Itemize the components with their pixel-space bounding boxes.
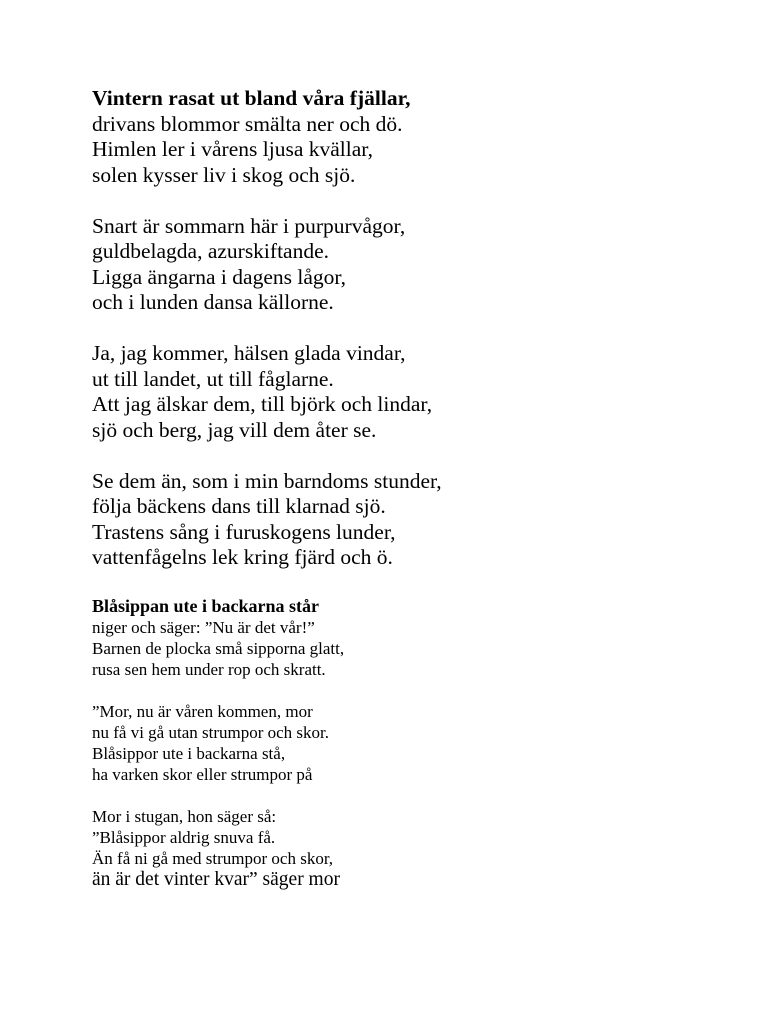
verse-line: niger och säger: ”Nu är det vår!” [92, 617, 315, 637]
stanza-3 [92, 341, 692, 443]
verse-line: ut till landet, ut till fåglarne. [92, 366, 334, 391]
verse-line: vattenfågelns lek kring fjärd och ö. [92, 545, 393, 569]
poem-text [92, 86, 692, 890]
verse-line: drivans blommor smälta ner och dö. [92, 111, 403, 136]
verse-line: Himlen ler i vårens ljusa kvällar, [92, 137, 373, 161]
verse-line: Barnen de plocka små sipporna glatt, [92, 638, 345, 658]
stanza-4 [92, 469, 692, 571]
poem-title-line: Blåsippan ute i backarna står [92, 595, 320, 616]
verse-line: ”Blåsippor aldrig snuva få. [92, 827, 276, 847]
verse-line: solen kysser liv i skog och sjö. [92, 162, 356, 187]
verse-line: Ja, jag kommer, hälsen glada vindar, [92, 341, 406, 365]
verse-line: Än få ni gå med strumpor och skor, [92, 848, 334, 868]
verse-line: Att jag älskar dem, till björk och lindar, [92, 392, 433, 416]
verse-line: sjö och berg, jag vill dem åter se. [92, 417, 377, 442]
verse-line: guldbelagda, azurskiftande. [92, 239, 330, 263]
stanza-3 [92, 806, 692, 890]
stanza-2 [92, 214, 692, 316]
verse-line: rusa sen hem under rop och skratt. [92, 659, 326, 679]
verse-line: Trastens sång i furuskogens lunder, [92, 519, 396, 544]
stanza-1 [92, 596, 692, 680]
poem-title-line: Vintern rasat ut bland våra fjällar, [92, 86, 411, 110]
verse-line: ha varken skor eller strumpor på [92, 764, 313, 784]
stanza-2 [92, 701, 692, 785]
verse-line: och i lunden dansa källorne. [92, 290, 334, 314]
poem-vintern-rasat [92, 86, 692, 571]
verse-line: Ligga ängarna i dagens lågor, [92, 264, 347, 289]
verse-line: följa bäckens dans till klarnad sjö. [92, 494, 386, 518]
stanza-1 [92, 86, 692, 188]
verse-line: Mor i stugan, hon säger så: [92, 806, 277, 826]
verse-line: Snart är sommarn här i purpurvågor, [92, 213, 406, 238]
verse-line: än är det vinter kvar” säger mor [92, 868, 340, 890]
verse-line: ”Mor, nu är våren kommen, mor [92, 701, 313, 721]
verse-line: Se dem än, som i min barndoms stunder, [92, 468, 442, 493]
verse-line: nu få vi gå utan strumpor och skor. [92, 722, 330, 742]
poem-blasippan [92, 596, 692, 890]
verse-line: Blåsippor ute i backarna stå, [92, 743, 286, 763]
